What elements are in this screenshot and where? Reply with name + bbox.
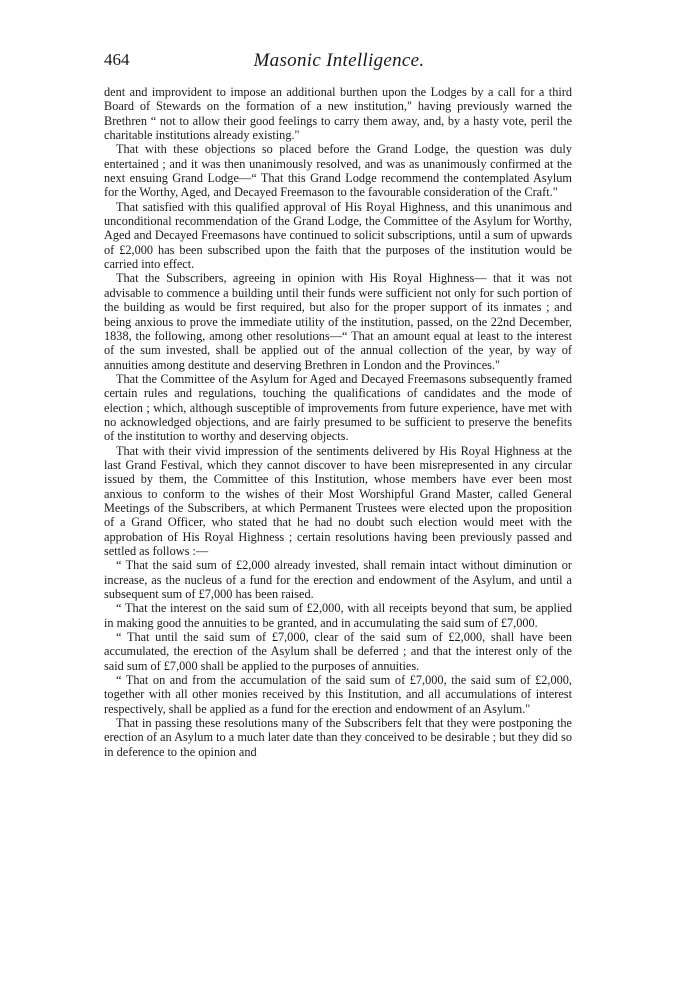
body-text <box>104 85 572 759</box>
paragraph: That in passing these resolutions many of the Subscribers felt that they were postponing the erection of an Asylum to a much later date than they conceived to be desirable ; but they did so in deference to the opinion and <box>104 716 572 759</box>
resolution-paragraph: “ That on and from the accumulation of the said sum of £7,000, the said sum of £2,000, together with all other monies received by this Institution, and all accumulations of interest respectively, shall be applied as a fund for the erection and endowment of an Asylum." <box>104 673 572 716</box>
paragraph: That with their vivid impression of the sentiments delivered by His Royal Highness at the last Grand Festival, which they cannot discover to have been misrepresented in any circular issued by them, the Committee of this Institution, whose members have ever been most anxious to conform to the wishes of their Most Worshipful Grand Master, called General Meetings of the Subscribers, at which Permanent Trustees were elected upon the proposition of a Grand Officer, who stated that he had no doubt such election would meet with the approbation of His Royal Highness ; certain resolutions having been previously passed and settled as follows :— <box>104 443 572 558</box>
page-header <box>104 50 574 76</box>
page-number: 464 <box>104 50 130 69</box>
resolution-paragraph: “ That the interest on the said sum of £2,000, with all receipts beyond that sum, be applied in making good the annuities to be granted, and in accumulating the said sum of £7,000. <box>104 601 572 630</box>
paragraph: That with these objections so placed before the Grand Lodge, the question was duly entertained ; and it was then unanimously resolved, and was as unanimously confirmed at the next ensuing Grand Lodge—“ That this Grand Lodge recommend the contemplated Asylum for the Worthy, Aged, and Decayed Freemason to the favourable consideration of the Craft." <box>104 142 572 200</box>
running-title: Masonic Intelligence. <box>253 50 425 71</box>
paragraph: That the Committee of the Asylum for Aged and Decayed Freemasons subsequently framed certain rules and regulations, touching the qualifications of candidates and the mode of election ; which, although susceptible of improvements from future experience, have met with no acknowledged objections, and are fairly presumed to be sufficient to preserve the benefits of the institution to worthy and deserving objects. <box>104 371 572 444</box>
paragraph-continuation: dent and improvident to impose an additional burthen upon the Lodges by a call for a third Board of Stewards on the formation of a new institution," having previously warned the Brethren “ not to allow their good feelings to carry them away, and, by a hasty vote, peril the charitable institutions already existing." <box>104 85 572 143</box>
paragraph: That satisfied with this qualified approval of His Royal Highness, and this unanimous and unconditional recommendation of the Grand Lodge, the Committee of the Asylum for Worthy, Aged and Decayed Freemasons have continued to solicit subscriptions, until a sum of upwards of £2,000 has been subscribed upon the faith that the purposes of the institution would be carried into effect. <box>104 199 572 272</box>
resolution-paragraph: “ That the said sum of £2,000 already invested, shall remain intact without diminution or increase, as the nucleus of a fund for the erection and endowment of the Asylum, and until a subsequent sum of £7,000 has been raised. <box>104 558 572 602</box>
resolution-paragraph: “ That until the said sum of £7,000, clear of the said sum of £2,000, shall have been accumulated, the erection of the Asylum shall be deferred ; and that the interest only of the said sum of £7,000 shall be applied to the purposes of annuities. <box>104 630 572 673</box>
paragraph: That the Subscribers, agreeing in opinion with His Royal Highness— that it was not advisable to commence a building until their funds were sufficient not only for such portion of the building as would be first required, but also for the proper support of its inmates ; and being anxious to prove the immediate utility of the institution, passed, on the 22nd December, 1838, the following, among other resolutions—“ That an amount equal at least to the interest of the sum invested, shall be applied out of the annual collection of the year, by way of annuities among destitute and deserving Brethren in London and the Provinces." <box>104 271 572 372</box>
